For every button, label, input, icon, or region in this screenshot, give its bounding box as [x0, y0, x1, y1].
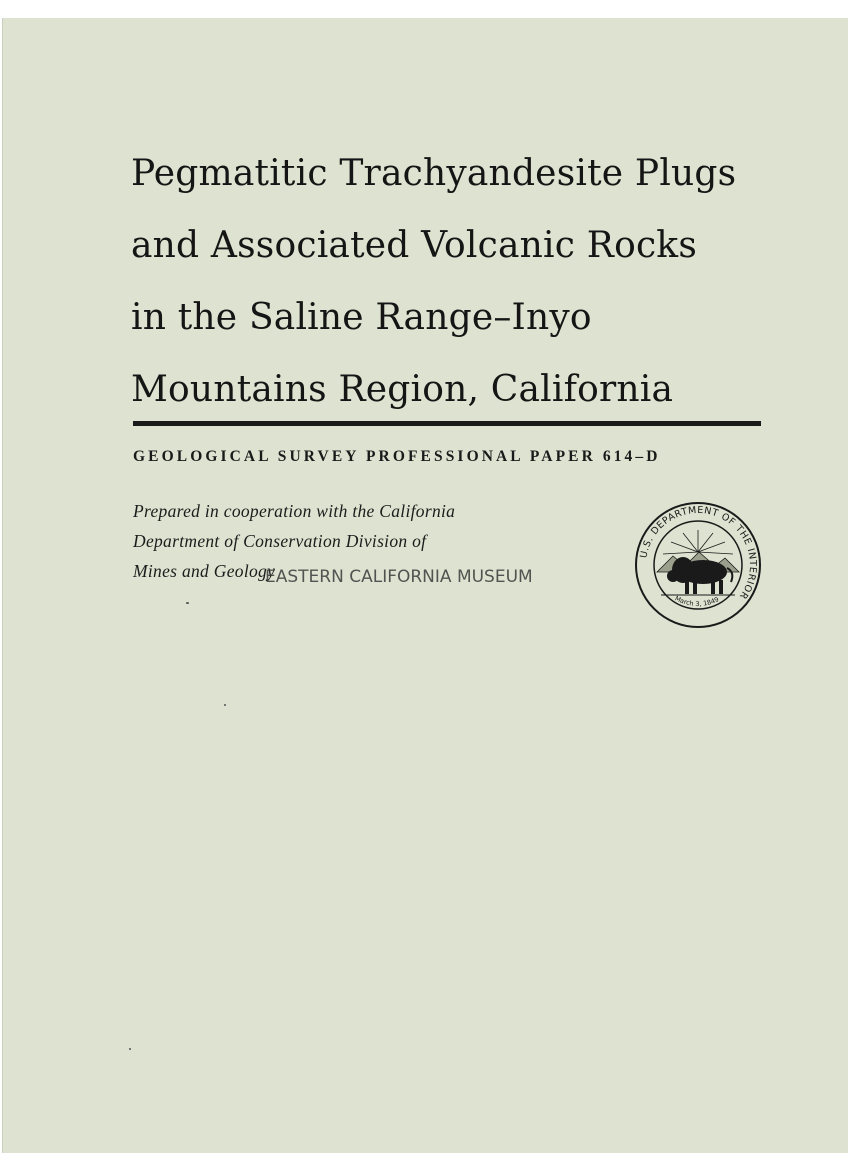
- seal-date: March 3, 1849: [673, 594, 721, 609]
- cooperation-line-3: Mines and Geology: [133, 561, 276, 581]
- paper-speck: [186, 602, 189, 604]
- title-line-4: Mountains Region, California: [131, 369, 674, 410]
- paper-speck: [129, 1048, 131, 1050]
- title-line-2: and Associated Volcanic Rocks: [131, 225, 697, 266]
- cooperation-line-1: Prepared in cooperation with the California: [133, 501, 456, 521]
- paper-speck: [224, 704, 226, 706]
- watermark: EASTERN CALIFORNIA MUSEUM: [265, 567, 533, 587]
- document-title: [131, 138, 811, 426]
- seal-ring-text: U.S. DEPARTMENT OF THE INTERIOR: [638, 504, 759, 602]
- title-line-3: in the Saline Range–Inyo: [131, 297, 592, 338]
- title-line-1: Pegmatitic Trachyandesite Plugs: [131, 153, 737, 194]
- title-divider: [133, 421, 761, 426]
- us-department-of-interior-seal-icon: [633, 500, 763, 630]
- cooperation-line-2: Department of Conservation Division of: [133, 531, 427, 551]
- series-label: GEOLOGICAL SURVEY PROFESSIONAL PAPER 614–D: [133, 448, 661, 465]
- cover-page: [2, 18, 848, 1153]
